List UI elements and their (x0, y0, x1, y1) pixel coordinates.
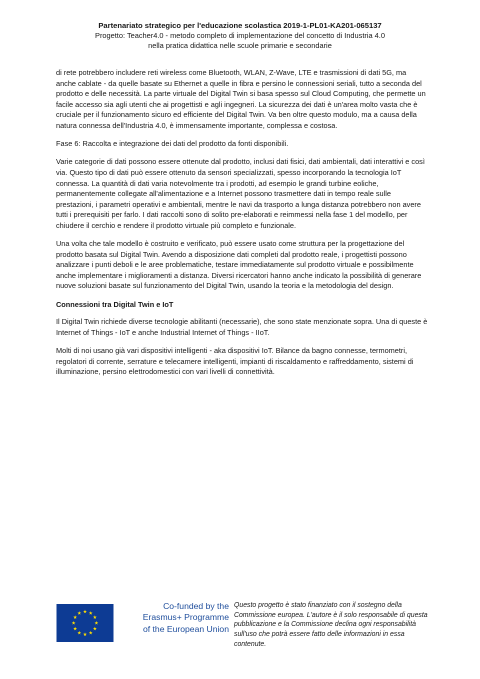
eu-disclaimer: Questo progetto è stato finanziato con il sostegno della Commissione europea. L'autore è il solo responsabile di questa pubblicazione e la Commissione declina ogni responsabilità sull'uso che potrà essere fatto delle informazioni in essa contenute. (234, 602, 428, 648)
paragraph-enabling-tech: Il Digital Twin richiede diverse tecnologie abilitanti (necessarie), che sono state menzionate sopra. Una di queste è Internet of Things - IoT e anche Industrial Internet of Things - IIoT. (56, 317, 428, 337)
cofund-line-1: Co-funded by the (163, 601, 229, 611)
page-header (40, 21, 440, 51)
paragraph-network: di rete potrebbero includere reti wireless come Bluetooth, WLAN, Z-Wave, LTE e trasmissioni di dati 5G, ma anche cablate - da quelle basate su Ethernet a quelle in fibra e persino le connessioni seriali, tutto a seconda del prodotto e delle necessità. La parte virtuale del Digital Twin si basa spesso sul Cloud Computing, che permette un facile accesso sia agli utenti che ai progettisti e agli ingegneri. La sicurezza dei dati è un'area molto vasta che è cruciale per il funzionamento sicuro ed efficiente del Digital Twin. Va ben oltre questo modulo, ma a causa della natura connessa dell'Industria 4.0, è immensamente importante, complessa e costosa. (56, 68, 426, 130)
cofund-line-2: Erasmus+ Programme (142, 612, 229, 623)
document-body (56, 68, 428, 385)
eu-flag-icon (56, 604, 114, 642)
page-footer (56, 601, 436, 655)
header-title: Partenariato strategico per l'educazione scolastica 2019-1-PL01-KA201-065137 (98, 21, 382, 30)
header-subtitle-line1: Progetto: Teacher4.0 - metodo completo di implementazione del concetto di Industria 4.0 (95, 31, 385, 40)
header-subtitle-line2: nella pratica didattica nelle scuole primarie e secondarie (148, 41, 332, 50)
paragraph-phase-6: Fase 6: Raccolta e integrazione dei dati del prodotto da fonti disponibili. (56, 139, 289, 149)
paragraph-model-usage: Una volta che tale modello è costruito e verificato, può essere usato come struttura per la progettazione del prodotto basata sul Digital Twin. Avendo a disposizione dati completi dal prodotto reale, i progettisti possono analizzare i punti deboli e le aree problematiche, testare immediatamente sul prodotto virtuale e possibilmente anche implementare i miglioramenti a distanza. Diversi ricercatori hanno anche indicato la possibilità di generare nuove soluzioni basate sul funzionamento del Digital Twin, usando la teoria e la metodologia del design. (56, 239, 422, 291)
paragraph-smart-devices: Molti di noi usano già vari dispositivi intelligenti - aka dispositivi IoT. Bilance da bagno connesse, termometri, regolatori di corrente, serrature e telecamere intelligenti, impianti di riscaldamento e raffreddamento, sistemi di illuminazione, persino elettrodomestici con vari livelli di connettività. (56, 346, 414, 377)
paragraph-data-categories: Varie categorie di dati possono essere ottenute dal prodotto, inclusi dati fisici, dati ambientali, dati interattivi e così via. Questo tipo di dati può essere ottenuto da sensori specializzati, spesso incorporando la tecnologia IoT connessa. La quantità di dati varia notevolmente tra i prodotti, ad esempio le grandi turbine eoliche, permanentemente collegate all'alimentazione e a Internet possono trasmettere dati in tempo reale sulle prestazioni, i parametri operativi e ambientali, mentre le navi da trasporto a lunga distanza potrebbero non avere tutti i prerequisiti per farlo. I dati raccolti sono di solito pre-elaborati e reimmessi nella fase 1 del modello, per chiudere il cerchio e rendere il prodotto virtuale più completo e funzionale. (56, 157, 425, 230)
cofund-line-3: of the European Union (142, 623, 229, 634)
erasmus-cofund-label (119, 601, 229, 635)
section-heading: Connessioni tra Digital Twin e IoT (56, 299, 174, 309)
